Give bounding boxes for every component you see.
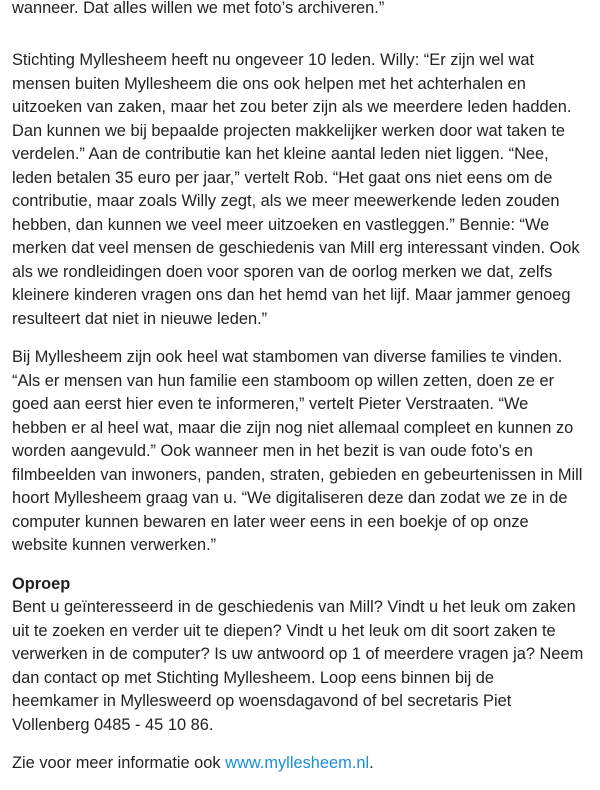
website-link[interactable]: www.myllesheem.nl: [225, 754, 370, 772]
paragraph-family-trees: Bij Myllesheem zijn ook heel wat stambomen van diverse families te vinden. “Als er mensen van hun familie een stamboom op willen zetten, doen ze er goed aan eerst hier even te informeren,” vertelt Pieter Verstraaten. “We hebben er al heel wat, maar die zijn nog niet allemaal compleet en kunnen zo worden aangevuld.” Ook wanneer men in het bezit is van oude foto’s en filmbeelden van inwoners, panden, straten, gebieden en gebeurtenissen in Mill hoort Myllesheem graag van u. “We digitaliseren deze dan zodat we ze in de computer kunnen bewaren en later weer eens in een boekje of op onze website kunnen verwerken.”: [12, 348, 583, 554]
footer-text: Zie voor meer informatie ook: [12, 754, 226, 772]
paragraph-members: Stichting Myllesheem heeft nu ongeveer 10 leden. Willy: “Er zijn wel wat mensen buiten Myllesheem die ons ook helpen met het achterhalen en uitzoeken van zaken, maar het zou beter zijn als we meerdere leden hadden. Dan kunnen we bij bepaalde projecten makkelijker werken door wat taken te verdelen.” Aan de contributie kan het kleine aantal leden niet liggen. “Nee, leden betalen 35 euro per jaar,” vertelt Rob. “Het gaat ons niet eens om de contributie, maar zoals Willy zegt, als we meer meewerkende leden zouden hebben, dan kunnen we veel meer uitzoeken en vastleggen.” Bennie: “We merken dat veel mensen de geschiedenis van Mill erg interessant vinden. Ook als we rondleidingen doen voor sporen van de oorlog merken we dat, zelfs kleinere kinderen vragen ons dan het hemd van het lijf. Maar jammer genoeg resulteert dat niet in nieuwe leden.”: [12, 51, 580, 328]
lead-fragment: wanneer. Dat alles willen we met foto’s archiveren.”: [12, 0, 385, 17]
paragraph-call-to-action: Bent u geïnteresseerd in de geschiedenis van Mill? Vindt u het leuk om zaken uit te zoeken en verder uit te diepen? Vindt u het leuk om dit soort zaken te verwerken in de computer? Is uw antwoord op 1 of meerdere vragen ja? Neem dan contact op met Stichting Myllesheem. Loop eens binnen bij de heemkamer in Myllesweerd op woensdagavond of bel secretaris Piet Vollenberg 0485 - 45 10 86.: [12, 598, 584, 734]
footer-end: .: [369, 754, 374, 772]
section-heading-oproep: Oproep: [12, 575, 71, 593]
footer-info: [12, 752, 584, 776]
